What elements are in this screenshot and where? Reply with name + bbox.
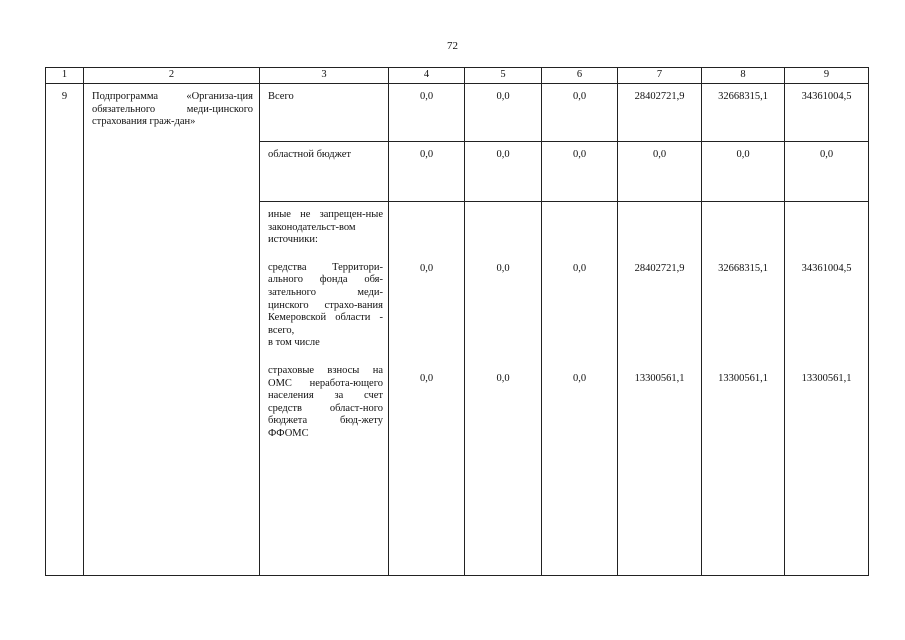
table-row (46, 84, 869, 142)
value-cell: 0,0 (702, 142, 785, 202)
value-cell: 32668315,1 (718, 263, 768, 274)
value-cell: 0,0 (419, 372, 434, 384)
source-label: средства Территори-ального фонда обя-зательного меди-цинского страхо-вания Кемеровской области - всего, (268, 261, 383, 336)
header-cell: 5 (465, 68, 542, 84)
header-cell: 3 (260, 68, 389, 84)
value-column (465, 202, 542, 576)
value-cell: 0,0 (785, 142, 869, 202)
header-row (46, 68, 869, 84)
header-cell: 1 (46, 68, 84, 84)
header-cell: 8 (702, 68, 785, 84)
value-cell: 34361004,5 (785, 84, 869, 142)
value-cell: 13300561,1 (801, 372, 852, 384)
row-index: 9 (46, 84, 84, 576)
value-cell: 0,0 (496, 372, 510, 384)
value-cell: 0,0 (389, 142, 465, 202)
value-cell: 0,0 (419, 263, 434, 274)
value-cell: 32668315,1 (702, 84, 785, 142)
source-label: страховые взносы на ОМС неработа-ющего населения за счет средств област-ного бюджета бюд-жету ФФОМС (268, 364, 383, 439)
value-column (618, 202, 702, 576)
value-cell: 0,0 (572, 372, 587, 384)
source-suffix: в том числе (268, 337, 320, 349)
header-cell: 2 (84, 68, 260, 84)
value-cell: 34361004,5 (801, 263, 852, 274)
value-column (785, 202, 869, 576)
header-cell: 4 (389, 68, 465, 84)
other-sources-cell (260, 202, 389, 576)
value-cell: 0,0 (496, 263, 510, 274)
value-cell: 28402721,9 (634, 263, 685, 274)
value-column (702, 202, 785, 576)
value-cell: 0,0 (542, 84, 618, 142)
value-cell: 0,0 (618, 142, 702, 202)
value-column (389, 202, 465, 576)
value-column (542, 202, 618, 576)
source-label: областной бюджет (260, 142, 389, 202)
value-cell: 0,0 (465, 84, 542, 142)
other-sources-intro: иные не запрещен-ные законодательст-вом источники: (268, 209, 383, 246)
value-cell: 13300561,1 (718, 372, 768, 384)
value-cell: 0,0 (572, 263, 587, 274)
value-cell: 0,0 (389, 84, 465, 142)
page-number: 72 (447, 40, 458, 52)
value-cell: 0,0 (465, 142, 542, 202)
value-cell: 28402721,9 (618, 84, 702, 142)
header-cell: 7 (618, 68, 702, 84)
value-cell: 0,0 (542, 142, 618, 202)
budget-table (45, 67, 869, 576)
program-name: Подпрограмма «Организа-ция обязательного меди-цинского страхования граж-дан» (84, 84, 260, 576)
source-label: Всего (260, 84, 389, 142)
value-cell: 13300561,1 (634, 372, 685, 384)
header-cell: 6 (542, 68, 618, 84)
header-cell: 9 (785, 68, 869, 84)
